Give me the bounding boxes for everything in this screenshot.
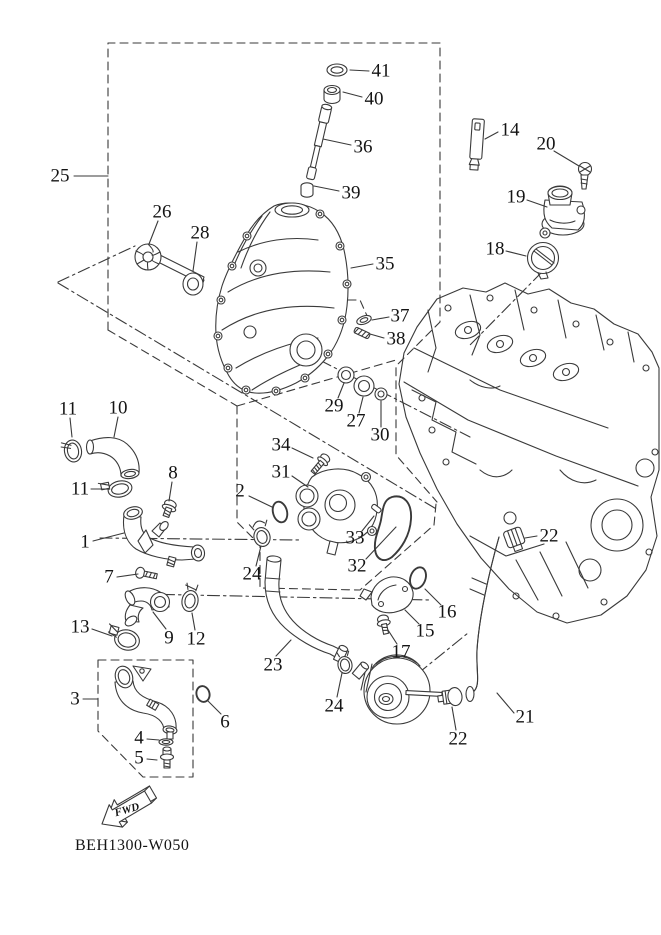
callout-label-26: 26 [152, 201, 172, 223]
callout-label-17: 17 [391, 641, 411, 663]
hose-clamp-11a [60, 439, 83, 464]
callout-leader-20 [554, 151, 579, 166]
callout-label-7: 7 [104, 566, 114, 588]
o-ring-2 [271, 500, 290, 524]
hose-9 [123, 588, 169, 628]
fwd-arrow [102, 786, 157, 827]
callout-label-41: 41 [371, 60, 391, 82]
callout-label-6: 6 [220, 711, 230, 733]
callout-leader-35 [351, 264, 373, 268]
callout-label-4: 4 [134, 727, 144, 749]
callout-label-13: 13 [70, 616, 90, 638]
callout-leader-39 [314, 186, 339, 191]
callout-label-16: 16 [437, 601, 457, 623]
callout-label-20: 20 [536, 133, 556, 155]
seal-30 [375, 388, 387, 400]
callout-label-31: 31 [271, 461, 291, 483]
hose-21 [466, 537, 499, 702]
bolt-5 [161, 747, 174, 768]
callout-label-40: 40 [364, 88, 384, 110]
callout-leader-4 [147, 739, 159, 740]
callout-label-8: 8 [168, 462, 178, 484]
callout-label-3: 3 [70, 688, 80, 710]
washer-37 [356, 314, 373, 327]
callout-label-22: 22 [539, 525, 559, 547]
callout-label-29: 29 [324, 395, 344, 417]
spring-screw-38 [353, 327, 370, 339]
callout-label-36: 36 [353, 136, 373, 158]
callout-leader-10 [114, 417, 118, 437]
o-ring-6 [195, 685, 212, 704]
oil-level-gauge [301, 64, 347, 197]
callout-label-30: 30 [370, 424, 390, 446]
oil-cooler [352, 655, 442, 724]
bearing-28 [183, 273, 203, 295]
callout-leader-9 [153, 612, 166, 629]
callout-leader-31 [292, 476, 308, 487]
callout-leader-14 [485, 132, 498, 139]
callout-label-25: 25 [50, 165, 70, 187]
filler-cap-18 [528, 243, 559, 280]
callout-label-34: 34 [271, 434, 291, 456]
callout-label-18: 18 [485, 238, 505, 260]
callout-label-33: 33 [345, 527, 365, 549]
drawing-code: BEH1300-W050 [75, 837, 190, 854]
callout-label-9: 9 [164, 627, 174, 649]
callout-leader-41 [350, 70, 369, 71]
callout-label-2: 2 [235, 480, 245, 502]
callout-label-28: 28 [190, 222, 210, 244]
callout-leader-2 [249, 496, 272, 507]
callout-label-27: 27 [346, 410, 366, 432]
stay-14 [469, 119, 485, 171]
callout-label-23: 23 [263, 654, 283, 676]
callout-label-21: 21 [515, 706, 535, 728]
union-bolt-22b [437, 687, 463, 708]
callout-leader-6 [208, 701, 221, 714]
callout-label-15: 15 [415, 620, 435, 642]
callout-label-22: 22 [448, 728, 468, 750]
callout-leader-22 [525, 536, 537, 538]
callout-label-35: 35 [375, 253, 395, 275]
callout-label-32: 32 [347, 555, 367, 577]
callout-label-5: 5 [134, 747, 144, 769]
bearing-27 [354, 376, 374, 396]
callout-leader-1 [93, 533, 124, 541]
callout-leader-8 [169, 482, 172, 501]
callout-leader-22 [452, 707, 456, 730]
callout-leader-37 [372, 317, 389, 320]
callout-leader-11 [70, 418, 72, 437]
callout-label-1: 1 [80, 531, 90, 553]
callout-leader-34 [292, 448, 313, 458]
callout-label-24: 24 [242, 563, 262, 585]
engine-block-sketch [399, 283, 659, 623]
callout-label-11: 11 [70, 478, 90, 500]
callout-leader-26 [149, 221, 158, 244]
hose-23 [265, 555, 349, 663]
callout-label-12: 12 [186, 628, 206, 650]
pipe-clamp-24a [249, 519, 273, 549]
callout-label-38: 38 [386, 328, 406, 350]
callout-leader-40 [343, 92, 362, 97]
outlet-cover-19 [540, 186, 585, 238]
callout-label-39: 39 [341, 182, 361, 204]
callout-leader-24 [337, 673, 342, 697]
oil-seal-29 [338, 367, 354, 383]
washer-4 [159, 739, 173, 745]
fwd-label: FWD [113, 800, 141, 820]
callout-leader-38 [370, 334, 384, 338]
hose-clamp-13 [104, 624, 142, 653]
callout-leader-7 [117, 574, 138, 577]
callout-label-11: 11 [58, 398, 78, 420]
bolt-17 [376, 614, 393, 635]
water-pump-housing [296, 469, 377, 555]
callout-label-14: 14 [500, 119, 520, 141]
callout-label-10: 10 [108, 397, 128, 419]
callout-label-19: 19 [506, 186, 526, 208]
hose-clamp-12 [180, 583, 201, 613]
callout-leader-12 [192, 613, 195, 630]
callout-leader-36 [323, 139, 351, 145]
callout-leader-28 [193, 242, 197, 271]
water-pipe-3 [113, 664, 178, 739]
bolt-20 [579, 163, 592, 190]
callout-label-24: 24 [324, 695, 344, 717]
callout-leader-5 [147, 759, 157, 760]
callout-leader-18 [506, 251, 526, 256]
hose-10 [87, 438, 140, 480]
callout-label-37: 37 [390, 305, 410, 327]
hose-clamp-22a [503, 526, 527, 553]
callout-leader-21 [497, 693, 514, 713]
